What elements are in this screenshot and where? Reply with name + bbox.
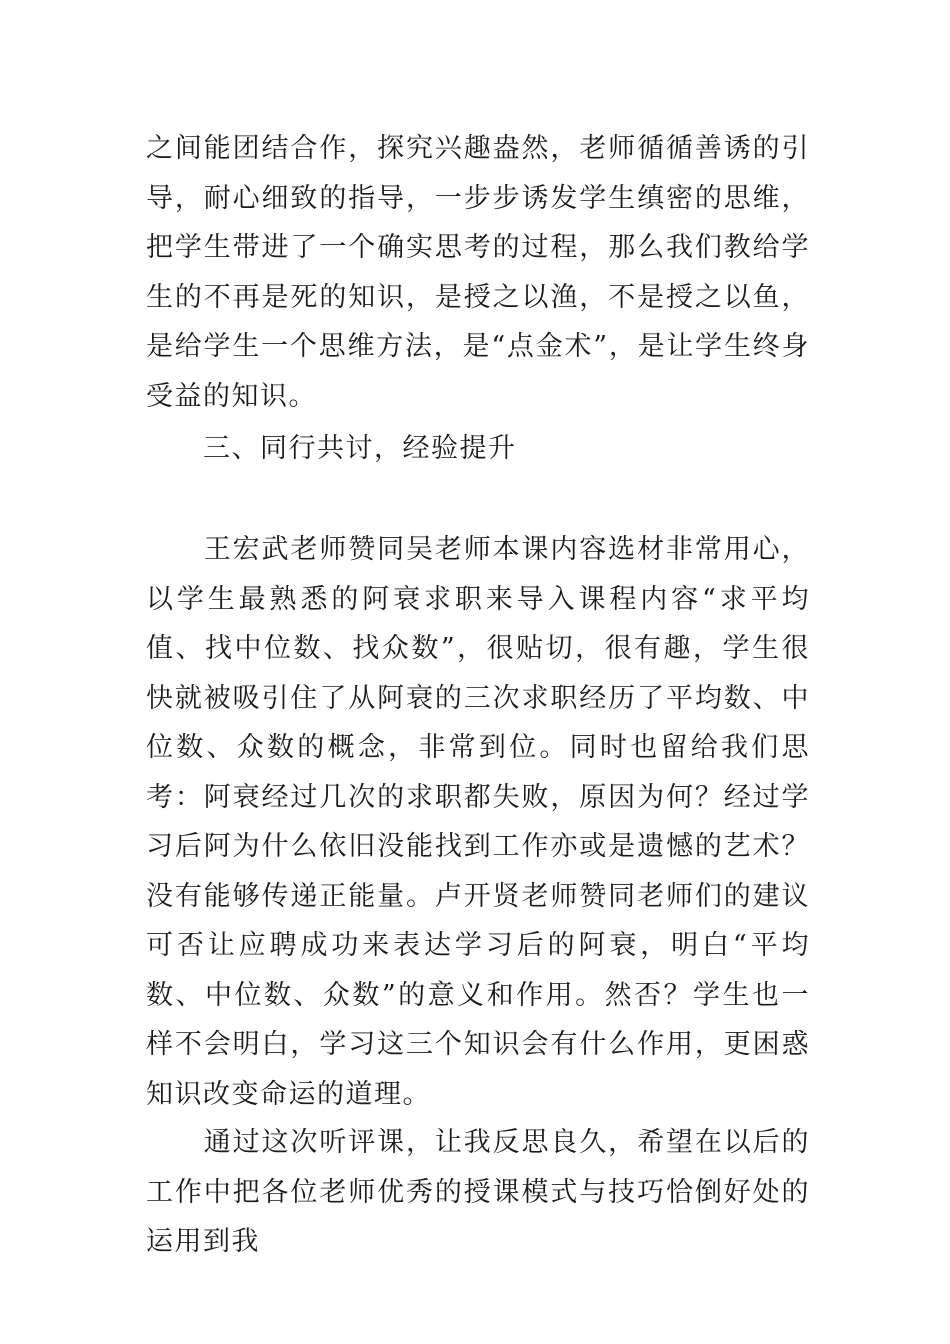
body-paragraph: 通过这次听评课，让我反思良久，希望在以后的工作中把各位老师优秀的授课模式与技巧恰倒好处的运用到我 [146,1127,810,1257]
body-paragraph: 之间能团结合作，探究兴趣盎然，老师循循善诱的引导，耐心细致的指导，一步步诱发学生缜密的思维，把学生带进了一个确实思考的过程，那么我们教给学生的不再是死的知识，是授之以渔，不是授之以鱼，是给学生一个思维方法，是“点金术”，是让学生终身受益的知识。 [146,133,810,412]
body-paragraph: 王宏武老师赞同吴老师本课内容选材非常用心，以学生最熟悉的阿衰求职来导入课程内容“求平均值、找中位数、找众数”，很贴切，很有趣，学生很快就被吸引住了从阿衰的三次求职经历了平均数、中位数、众数的概念，非常到位。同时也留给我们思考：阿衰经过几次的求职都失败，原因为何？经过学习后阿为什么依旧没能找到工作亦或是遗憾的艺术？没有能够传递正能量。卢开贤老师赞同老师们的建议可否让应聘成功来表达学习后的阿衰，明白“平均数、中位数、众数”的意义和作用。然否？学生也一样不会明白，学习这三个知识会有什么作用，更困惑知识改变命运的道理。 [146,534,810,1110]
section-heading: 三、同行共讨，经验提升 [146,433,517,464]
